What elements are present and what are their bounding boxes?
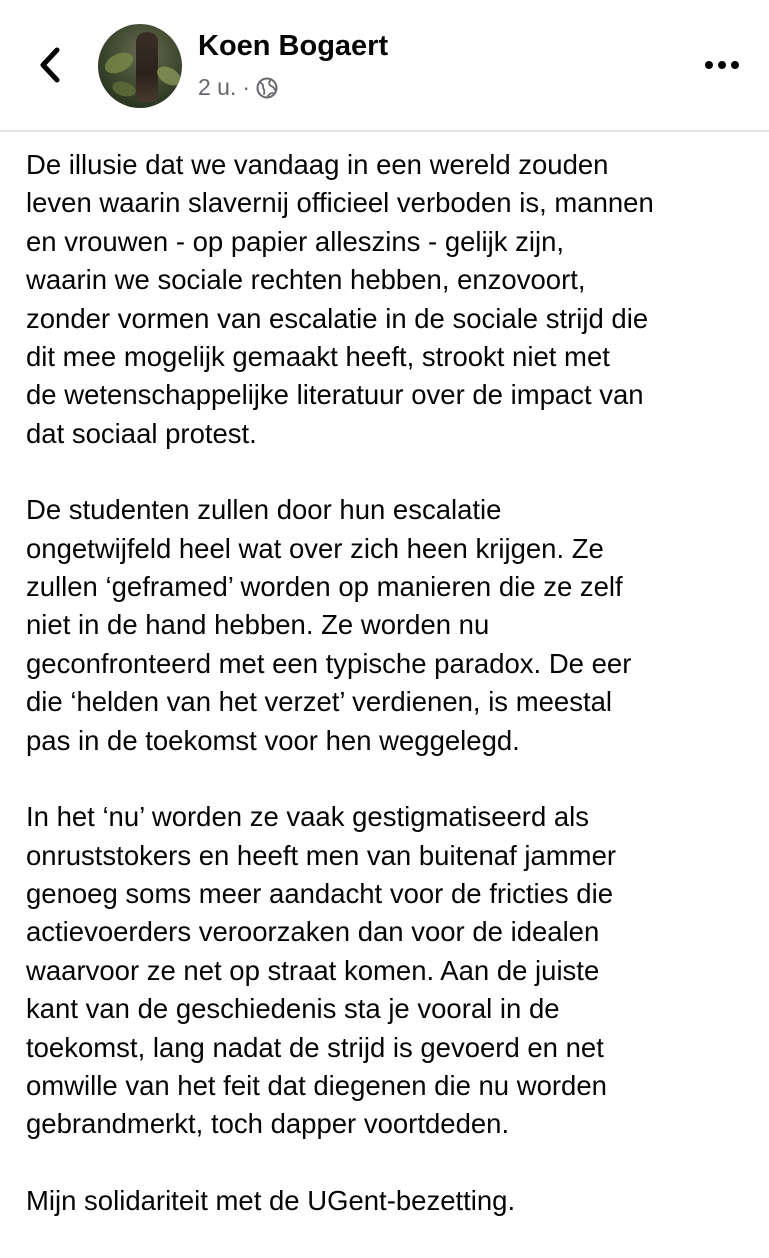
more-horizontal-icon — [704, 60, 740, 70]
text-line: waarin we sociale rechten hebben, enzovoort, — [26, 264, 586, 296]
more-options-button[interactable] — [700, 50, 744, 80]
text-line: leven waarin slavernij officieel verboden is, mannen — [26, 187, 654, 219]
text-line: actievoerders veroorzaken dan voor de idealen — [26, 916, 600, 948]
text-line: die ‘helden van het verzet’ verdienen, is meestal — [26, 686, 612, 718]
post-paragraph — [26, 146, 756, 453]
text-line: Mijn solidariteit met de UGent-bezetting. — [26, 1184, 516, 1216]
text-line: omwille van het feit dat diegenen die nu worden — [26, 1069, 607, 1101]
chevron-left-icon — [37, 46, 63, 84]
back-button[interactable] — [30, 40, 70, 90]
text-line: waarvoor ze net op straat komen. Aan de juiste — [26, 954, 600, 986]
post-body — [26, 146, 756, 1258]
author-name[interactable]: Koen Bogaert — [198, 30, 389, 62]
post-paragraph — [26, 1182, 756, 1220]
post-paragraph — [26, 798, 756, 1144]
text-line: en vrouwen - op papier alleszins - gelijk zijn, — [26, 225, 565, 257]
text-line: De illusie dat we vandaag in een wereld zouden — [26, 149, 609, 180]
text-line: niet in de hand hebben. Ze worden nu — [26, 609, 490, 641]
header-divider — [0, 130, 769, 132]
text-line: dit mee mogelijk gemaakt heeft, strookt niet met — [26, 341, 610, 373]
post-timestamp[interactable]: 2 u. — [198, 74, 237, 100]
text-line: dat sociaal protest. — [26, 417, 257, 449]
text-line: kant van de geschiedenis sta je vooral in de — [26, 993, 560, 1025]
post-paragraph — [26, 491, 756, 760]
text-line: zonder vormen van escalatie in de sociale strijd die — [26, 302, 649, 334]
text-line: ongetwijfeld heel wat over zich heen krijgen. Ze — [26, 532, 604, 564]
text-line: De studenten zullen door hun escalatie — [26, 494, 502, 526]
text-line: onruststokers en heeft men van buitenaf jammer — [26, 839, 617, 871]
text-line: zullen ‘geframed’ worden op manieren die ze zelf — [26, 571, 623, 603]
post-meta — [198, 74, 278, 101]
text-line: geconfronteerd met een typische paradox. De eer — [26, 647, 632, 679]
text-line: In het ‘nu’ worden ze vaak gestigmatiseerd als — [26, 801, 590, 833]
text-line: toekomst, lang nadat de strijd is gevoerd en net — [26, 1031, 604, 1063]
author-avatar[interactable] — [98, 24, 182, 108]
text-line: de wetenschappelijke literatuur over de impact van — [26, 379, 644, 411]
post-header — [0, 0, 769, 130]
text-line: pas in de toekomst voor hen weggelegd. — [26, 724, 520, 756]
meta-separator: · — [242, 74, 251, 100]
text-line: gebrandmerkt, toch dapper voortdeden. — [26, 1108, 510, 1140]
globe-icon[interactable] — [256, 77, 278, 99]
text-line: genoeg soms meer aandacht voor de fricties die — [26, 877, 613, 909]
